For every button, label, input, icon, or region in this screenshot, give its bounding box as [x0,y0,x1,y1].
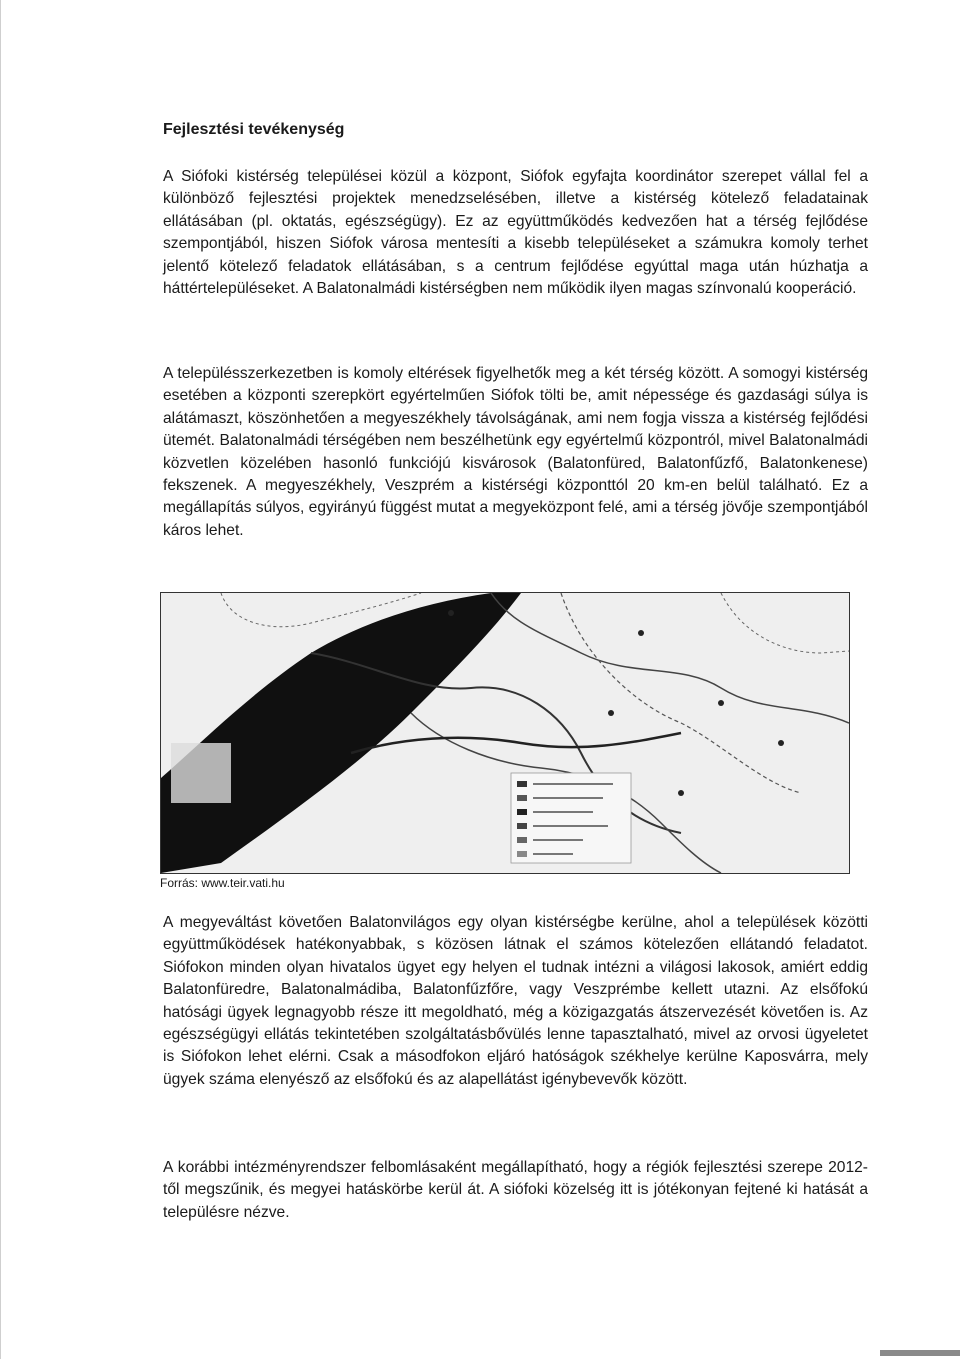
section-heading: Fejlesztési tevékenység [163,121,345,138]
figure-caption: Forrás: www.teir.vati.hu [160,876,285,890]
region-map-image [160,592,850,874]
map-graphic [161,593,849,873]
map-legend [511,773,631,863]
scan-edge [0,0,6,1359]
paragraph-cooperation: A Siófoki kistérség települései közül a központ, Siófok egyfajta koordinátor szerepet vállal fel a különböző fejlesztési projektek menedzselésében, illetve a kistérség kötelező feladatainak ellátásában (pl. oktatás, egészségügy). Ez az együttműködés kedvezően hat a térség fejlődése szempontjából, hiszen Siófok városa mentesíti a kisebb településeket a számukra komoly terhet jelentő kötelező feladatok ellátásában, s a centrum fejlődése egyúttal maga után húzhatja a háttértelepüléseket. A Balatonalmádi kistérségben nem működik ilyen magas színvonalú kooperáció. [163,168,868,298]
paragraph-county-change: A megyeváltást követően Balatonvilágos egy olyan kistérségbe kerülne, ahol a települések közötti együttműködések hatékonyabbak, s közösen látnak el számos kötelezően ellátandó feladatot. Siófokon minden olyan hivatalos ügyet egy helyen el tudnak intézni a világosi lakosok, amiért eddig Balatonfüredre, Balatonalmádiba, Balatonfűzfőre, vagy Veszprémbe kellett utazni. Az elsőfokú hatósági ügyek legnagyobb része itt megoldható, még a közigazgatás átszervezését követően is. Az egészségügyi ellátás tekintetében szolgáltatásbővülés lenne tapasztalható, mivel az orvosi ügyeletet is Siófokon lehet elérni. Csak a másodfokon eljáró hatóságok székhelye kerülne Kaposvárra, mely ügyek száma elenyésző az elsőfokú és az alapellátást igénybevevők között. [163,914,868,1088]
scan-artifact [880,1350,960,1356]
paragraph-institutional-system: A korábbi intézményrendszer felbomlásaként megállapítható, hogy a régiók fejlesztési szerepe 2012-től megszűnik, és megyei hatáskörbe kerül át. A siófoki közelség itt is jótékonyan fejtené ki hatását a településre nézve. [163,1159,868,1221]
paragraph-settlement-structure: A településszerkezetben is komoly eltérések figyelhetők meg a két térség között. A somogyi kistérség esetében a központi szerepkört egyértelműen Siófok tölti be, amit népessége és gazdasági súlya is alátámaszt, köszönhetően a megyeszékhely távolságának, ami nem fogja vissza a kistérség fejlődési ütemét. Balatonalmádi térségében nem beszélhetünk egy egyértelmű központról, mivel Balatonalmádi közvetlen közelében hasonló funkciójú kisvárosok (Balatonfüred, Balatonfűzfő, Balatonkenese) fekszenek. A megyeszékhely, Veszprém a kistérségi központtól 20 km-en belül található. Ez a megállapítás súlyos, egyirányú függést mutat a megyeközpont felé, ami a térség jövője szempontjából káros lehet. [163,365,868,539]
